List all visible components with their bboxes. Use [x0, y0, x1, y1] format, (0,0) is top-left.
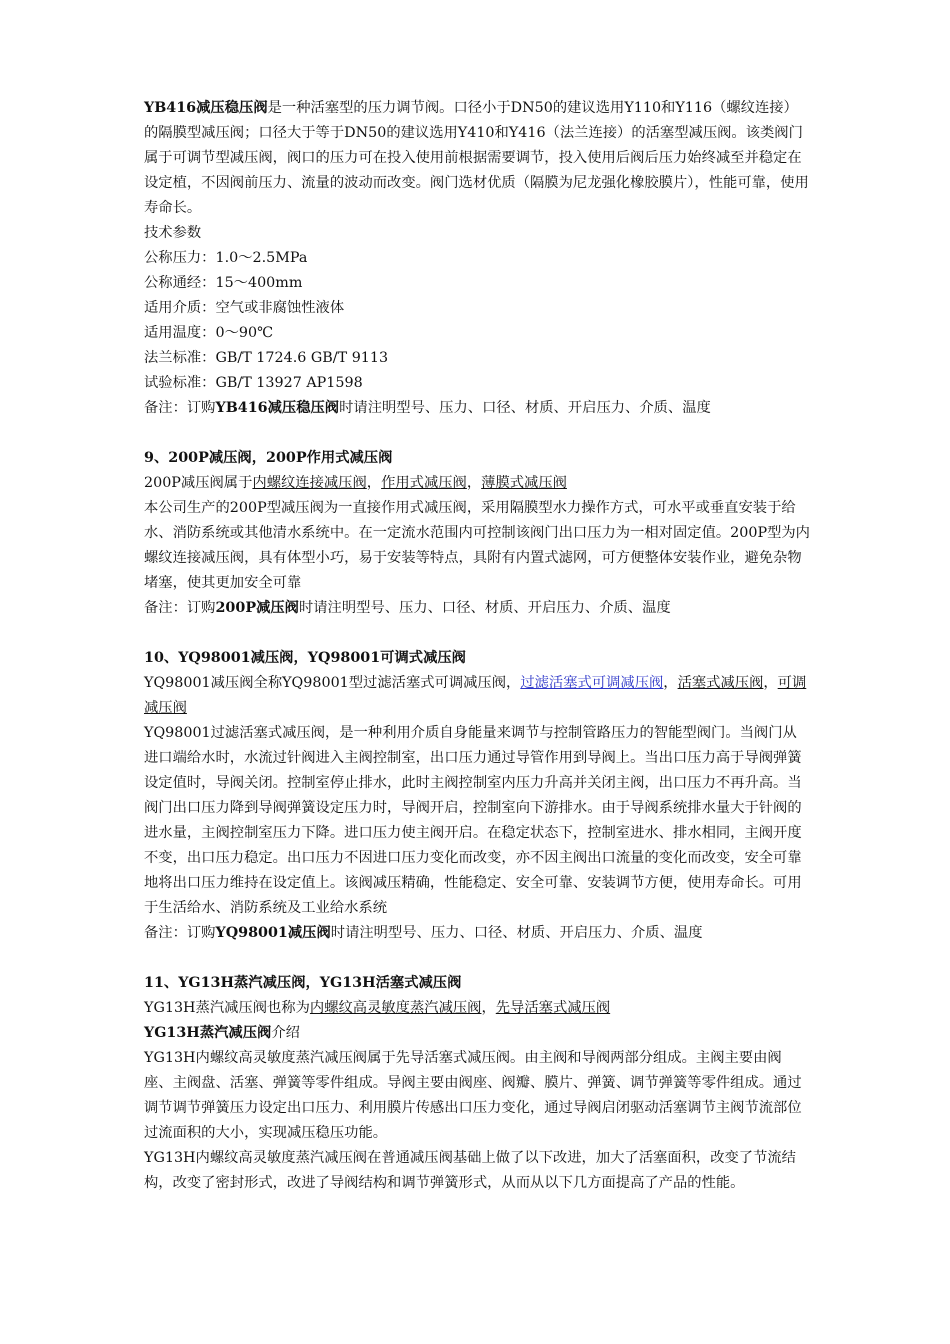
param-line: 适用温度：0～90℃	[144, 325, 274, 341]
alias-separator: ，	[481, 1000, 496, 1016]
yg13h-alias-line	[144, 996, 810, 1021]
yq98001-alias-line	[144, 671, 810, 721]
yb416-order-note	[144, 396, 810, 421]
alias-link[interactable]: 先导活塞式减压阀	[495, 1000, 611, 1016]
param-line: 公称通经：15～400mm	[144, 275, 303, 291]
note-suffix: 时请注明型号、压力、口径、材质、开启压力、介质、温度	[339, 400, 711, 416]
note-suffix: 时请注明型号、压力、口径、材质、开启压力、介质、温度	[330, 925, 703, 941]
document-page	[144, 96, 810, 1196]
yq98001-body: YQ98001过滤活塞式减压阀，是一种利用介质自身能量来调节与控制管路压力的智能型阀门。当阀门从进口端给水时，水流过针阀进入主阀控制室，出口压力通过导管作用到导阀上。当出口压力高于导阀弹簧设定值时，导阀关闭。控制室停止排水，此时主阀控制室内压力升高并关闭主阀，出口压力不再升高。当阀门出口压力降到导阀弹簧设定压力时，导阀开启，控制室向下游排水。由于导阀系统排水量大于针阀的进水量，主阀控制室压力下降。进口压力使主阀开启。在稳定状态下，控制室进水、排水相同，主阀开度不变，出口压力稳定。出口压力不因进口压力变化而改变，亦不因主阀出口流量的变化而改变，安全可靠地将出口压力维持在设定值上。该阀减压精确，性能稳定、安全可靠、安装调节方便，使用寿命长。可用于生活给水、消防系统及工业给水系统	[144, 725, 802, 916]
alias-link[interactable]: 活塞式减压阀	[677, 675, 764, 691]
section-heading-yq98001: 10、YQ98001减压阀，YQ98001可调式减压阀	[144, 650, 466, 666]
intro-suffix: 介绍	[271, 1025, 300, 1041]
yb416-intro-paragraph	[144, 96, 810, 221]
note-product-name: YB416减压稳压阀	[215, 400, 340, 416]
yg13h-product-name: YG13H蒸汽减压阀	[144, 1025, 272, 1041]
yq98001-order-note	[144, 921, 810, 946]
alias-separator: ，	[466, 475, 482, 491]
alias-link[interactable]: 作用式减压阀	[381, 475, 467, 491]
yg13h-intro-title	[144, 1021, 810, 1046]
yg13h-body-1: YG13H内螺纹高灵敏度蒸汽减压阀属于先导活塞式减压阀。由主阀和导阀两部分组成。主阀主要由阀座、主阀盘、活塞、弹簧等零件组成。导阀主要由阀座、阀瓣、膜片、弹簧、调节弹簧等零件组成。通过调节调节弹簧压力设定出口压力、利用膜片传感出口压力变化，通过导阀启闭驱动活塞调节主阀节流部位过流面积的大小，实现减压稳压功能。	[144, 1050, 802, 1141]
alias-prefix: 200P减压阀属于	[144, 475, 253, 491]
alias-link[interactable]: 内螺纹高灵敏度蒸汽减压阀	[309, 1000, 482, 1016]
yb416-intro-text: 是一种活塞型的压力调节阀。口径小于DN50的建议选用Y110和Y116（螺纹连接）的隔膜型减压阀；口径大于等于DN50的建议选用Y410和Y416（法兰连接）的活塞型减压阀。该类阀门属于可调节型减压阀，阀口的压力可在投入使用前根据需要调节，投入使用后阀后压力始终减至并稳定在设定植，不因阀前压力、流量的波动而改变。阀门选材优质（隔膜为尼龙强化橡胶膜片），性能可靠，使用寿命长。	[144, 100, 809, 216]
section-spacer	[144, 621, 810, 646]
note-prefix: 备注：订购	[144, 600, 216, 616]
note-product-name: 200P减压阀	[215, 600, 299, 616]
alias-prefix: YG13H蒸汽减压阀也称为	[144, 1000, 310, 1016]
alias-separator: ，	[663, 675, 678, 691]
200p-body: 本公司生产的200P型减压阀为一直接作用式减压阀，采用隔膜型水力操作方式，可水平或垂直安装于给水、消防系统或其他清水系统中。在一定流水范围内可控制该阀门出口压力为一相对固定值。200P型为内螺纹连接减压阀，具有体型小巧，易于安装等特点，具附有内置式滤网，可方便整体安装作业，避免杂物堵塞，使其更加安全可靠	[144, 500, 810, 591]
note-prefix: 备注：订购	[144, 925, 216, 941]
alias-link[interactable]: 内螺纹连接减压阀	[252, 475, 367, 491]
section-heading-200p: 9、200P减压阀，200P作用式减压阀	[144, 450, 393, 466]
section-spacer	[144, 421, 810, 446]
param-line: 试验标准：GB/T 13927 AP1598	[144, 375, 363, 391]
alias-separator: ，	[763, 675, 778, 691]
section-heading-yg13h: 11、YG13H蒸汽减压阀，YG13H活塞式减压阀	[144, 975, 462, 991]
alias-hyperlink[interactable]: 过滤活塞式可调减压阀	[520, 675, 664, 691]
yb416-product-name: YB416减压稳压阀	[144, 100, 268, 116]
note-prefix: 备注：订购	[144, 400, 216, 416]
200p-order-note	[144, 596, 810, 621]
param-line: 公称压力：1.0～2.5MPa	[144, 250, 308, 266]
note-product-name: YQ98001减压阀	[215, 925, 331, 941]
alias-link[interactable]: 可调减压阀	[144, 675, 807, 716]
alias-link[interactable]: 薄膜式减压阀	[481, 475, 567, 491]
200p-alias-line	[144, 471, 810, 496]
param-line: 法兰标准：GB/T 1724.6 GB/T 9113	[144, 350, 389, 366]
params-title: 技术参数	[144, 225, 202, 241]
alias-prefix: YQ98001减压阀全称YQ98001型过滤活塞式可调减压阀，	[144, 675, 521, 691]
note-suffix: 时请注明型号、压力、口径、材质、开启压力、介质、温度	[298, 600, 671, 616]
yg13h-body-2: YG13H内螺纹高灵敏度蒸汽减压阀在普通减压阀基础上做了以下改进，加大了活塞面积，改变了节流结构，改变了密封形式，改进了导阀结构和调节弹簧形式，从而从以下几方面提高了产品的性能。	[144, 1150, 796, 1191]
param-line: 适用介质：空气或非腐蚀性液体	[144, 300, 345, 316]
alias-separator: ，	[366, 475, 382, 491]
section-spacer	[144, 946, 810, 971]
